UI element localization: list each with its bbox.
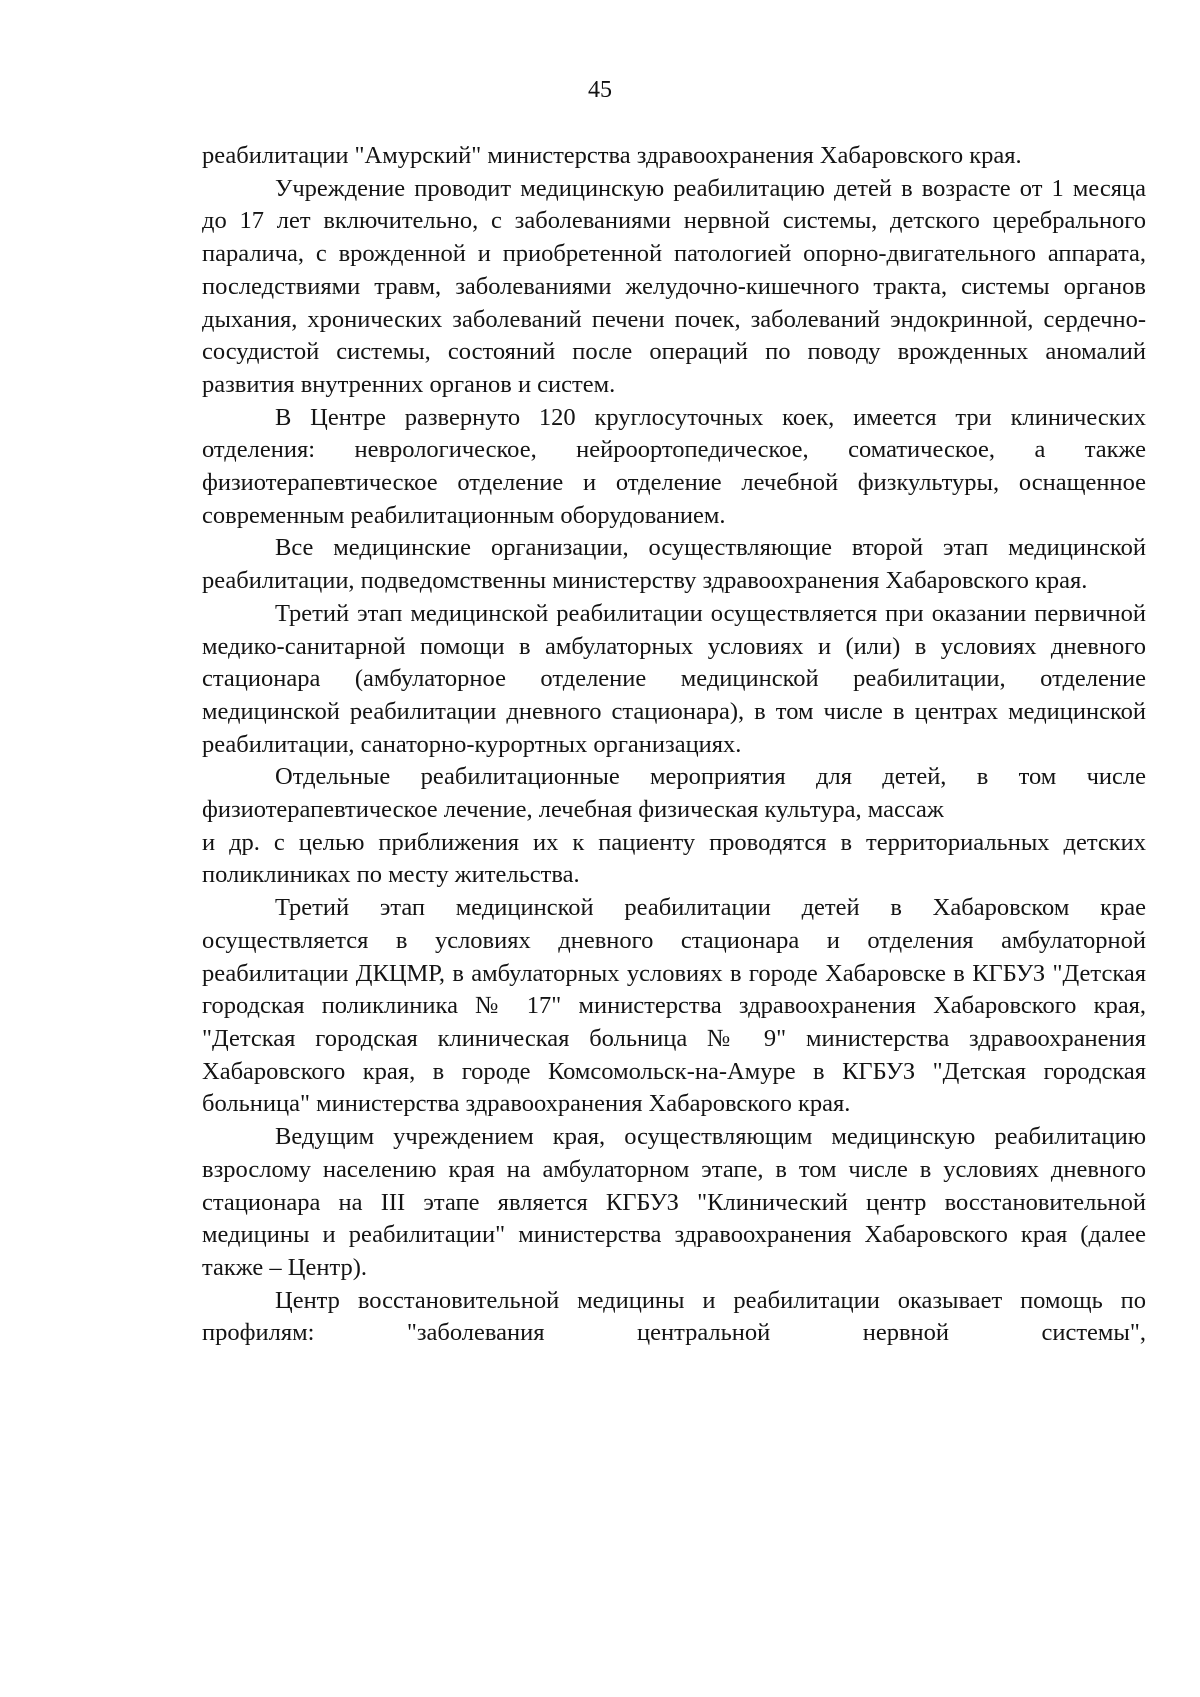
paragraph-2: Учреждение проводит медицинскую реабилитацию детей в возрасте от 1 месяца до 17 лет включительно, с заболеваниями нервной системы, детского церебрального паралича, с врожденной и приобретенной патологией опорно-двигательного аппарата, последствиями травм, заболеваниями желудочно-кишечного тракта, системы органов дыхания, хронических заболеваний печени почек, заболеваний эндокринной, сердечно-сосудистой системы, состояний после операций по поводу врожденных аномалий развития внутренних органов и систем. (202, 174, 1146, 398)
page-number: 45 (588, 77, 612, 103)
paragraph-5: Третий этап медицинской реабилитации осуществляется при оказании первичной медико-санитарной помощи в амбулаторных условиях и (или) в условиях дневного стационара (амбулаторное отделение медицинской реабилитации, отделение медицинской реабилитации дневного стационара), в том числе в центрах медицинской реабилитации, санаторно-курортных организациях. (202, 599, 1146, 758)
paragraph-9: Ведущим учреждением края, осуществляющим медицинскую реабилитацию взрослому населению края на амбулаторном этапе, в том числе в условиях дневного стационара на III этапе является КГБУЗ "Клинический центр восстановительной медицины и реабилитации" министерства здравоохранения Хабаровского края (далее также – Центр). (202, 1123, 1146, 1281)
document-body (202, 140, 1146, 1350)
paragraph-10: Центр восстановительной медицины и реабилитации оказывает помощь по профилям: "заболевания центральной нервной системы", (202, 1286, 1146, 1347)
paragraph-4: Все медицинские организации, осуществляющие второй этап медицинской реабилитации, подведомственны министерству здравоохранения Хабаровского края. (202, 534, 1146, 595)
paragraph-3: В Центре развернуто 120 круглосуточных коек, имеется три клинических отделения: неврологическое, нейроортопедическое, соматическое, а также физиотерапевтическое отделение и отделение лечебной физкультуры, оснащенное современным реабилитационным оборудованием. (202, 403, 1146, 529)
paragraph-6: Отдельные реабилитационные мероприятия для детей, в том числе физиотерапевтическое лечение, лечебная физическая культура, массаж (202, 763, 1146, 824)
paragraph-7: и др. с целью приближения их к пациенту проводятся в территориальных детских поликлиниках по месту жительства. (202, 828, 1146, 889)
paragraph-8: Третий этап медицинской реабилитации детей в Хабаровском крае осуществляется в условиях дневного стационара и отделения амбулаторной реабилитации ДКЦМР, в амбулаторных условиях в городе Хабаровске в КГБУЗ "Детская городская поликлиника № 17" министерства здравоохранения Хабаровского края, "Детская городская клиническая больница № 9" министерства здравоохранения Хабаровского края, в городе Комсомольск-на-Амуре в КГБУЗ "Детская городская больница" министерства здравоохранения Хабаровского края. (202, 894, 1146, 1118)
paragraph-1: реабилитации "Амурский" министерства здравоохранения Хабаровского края. (202, 142, 1022, 169)
